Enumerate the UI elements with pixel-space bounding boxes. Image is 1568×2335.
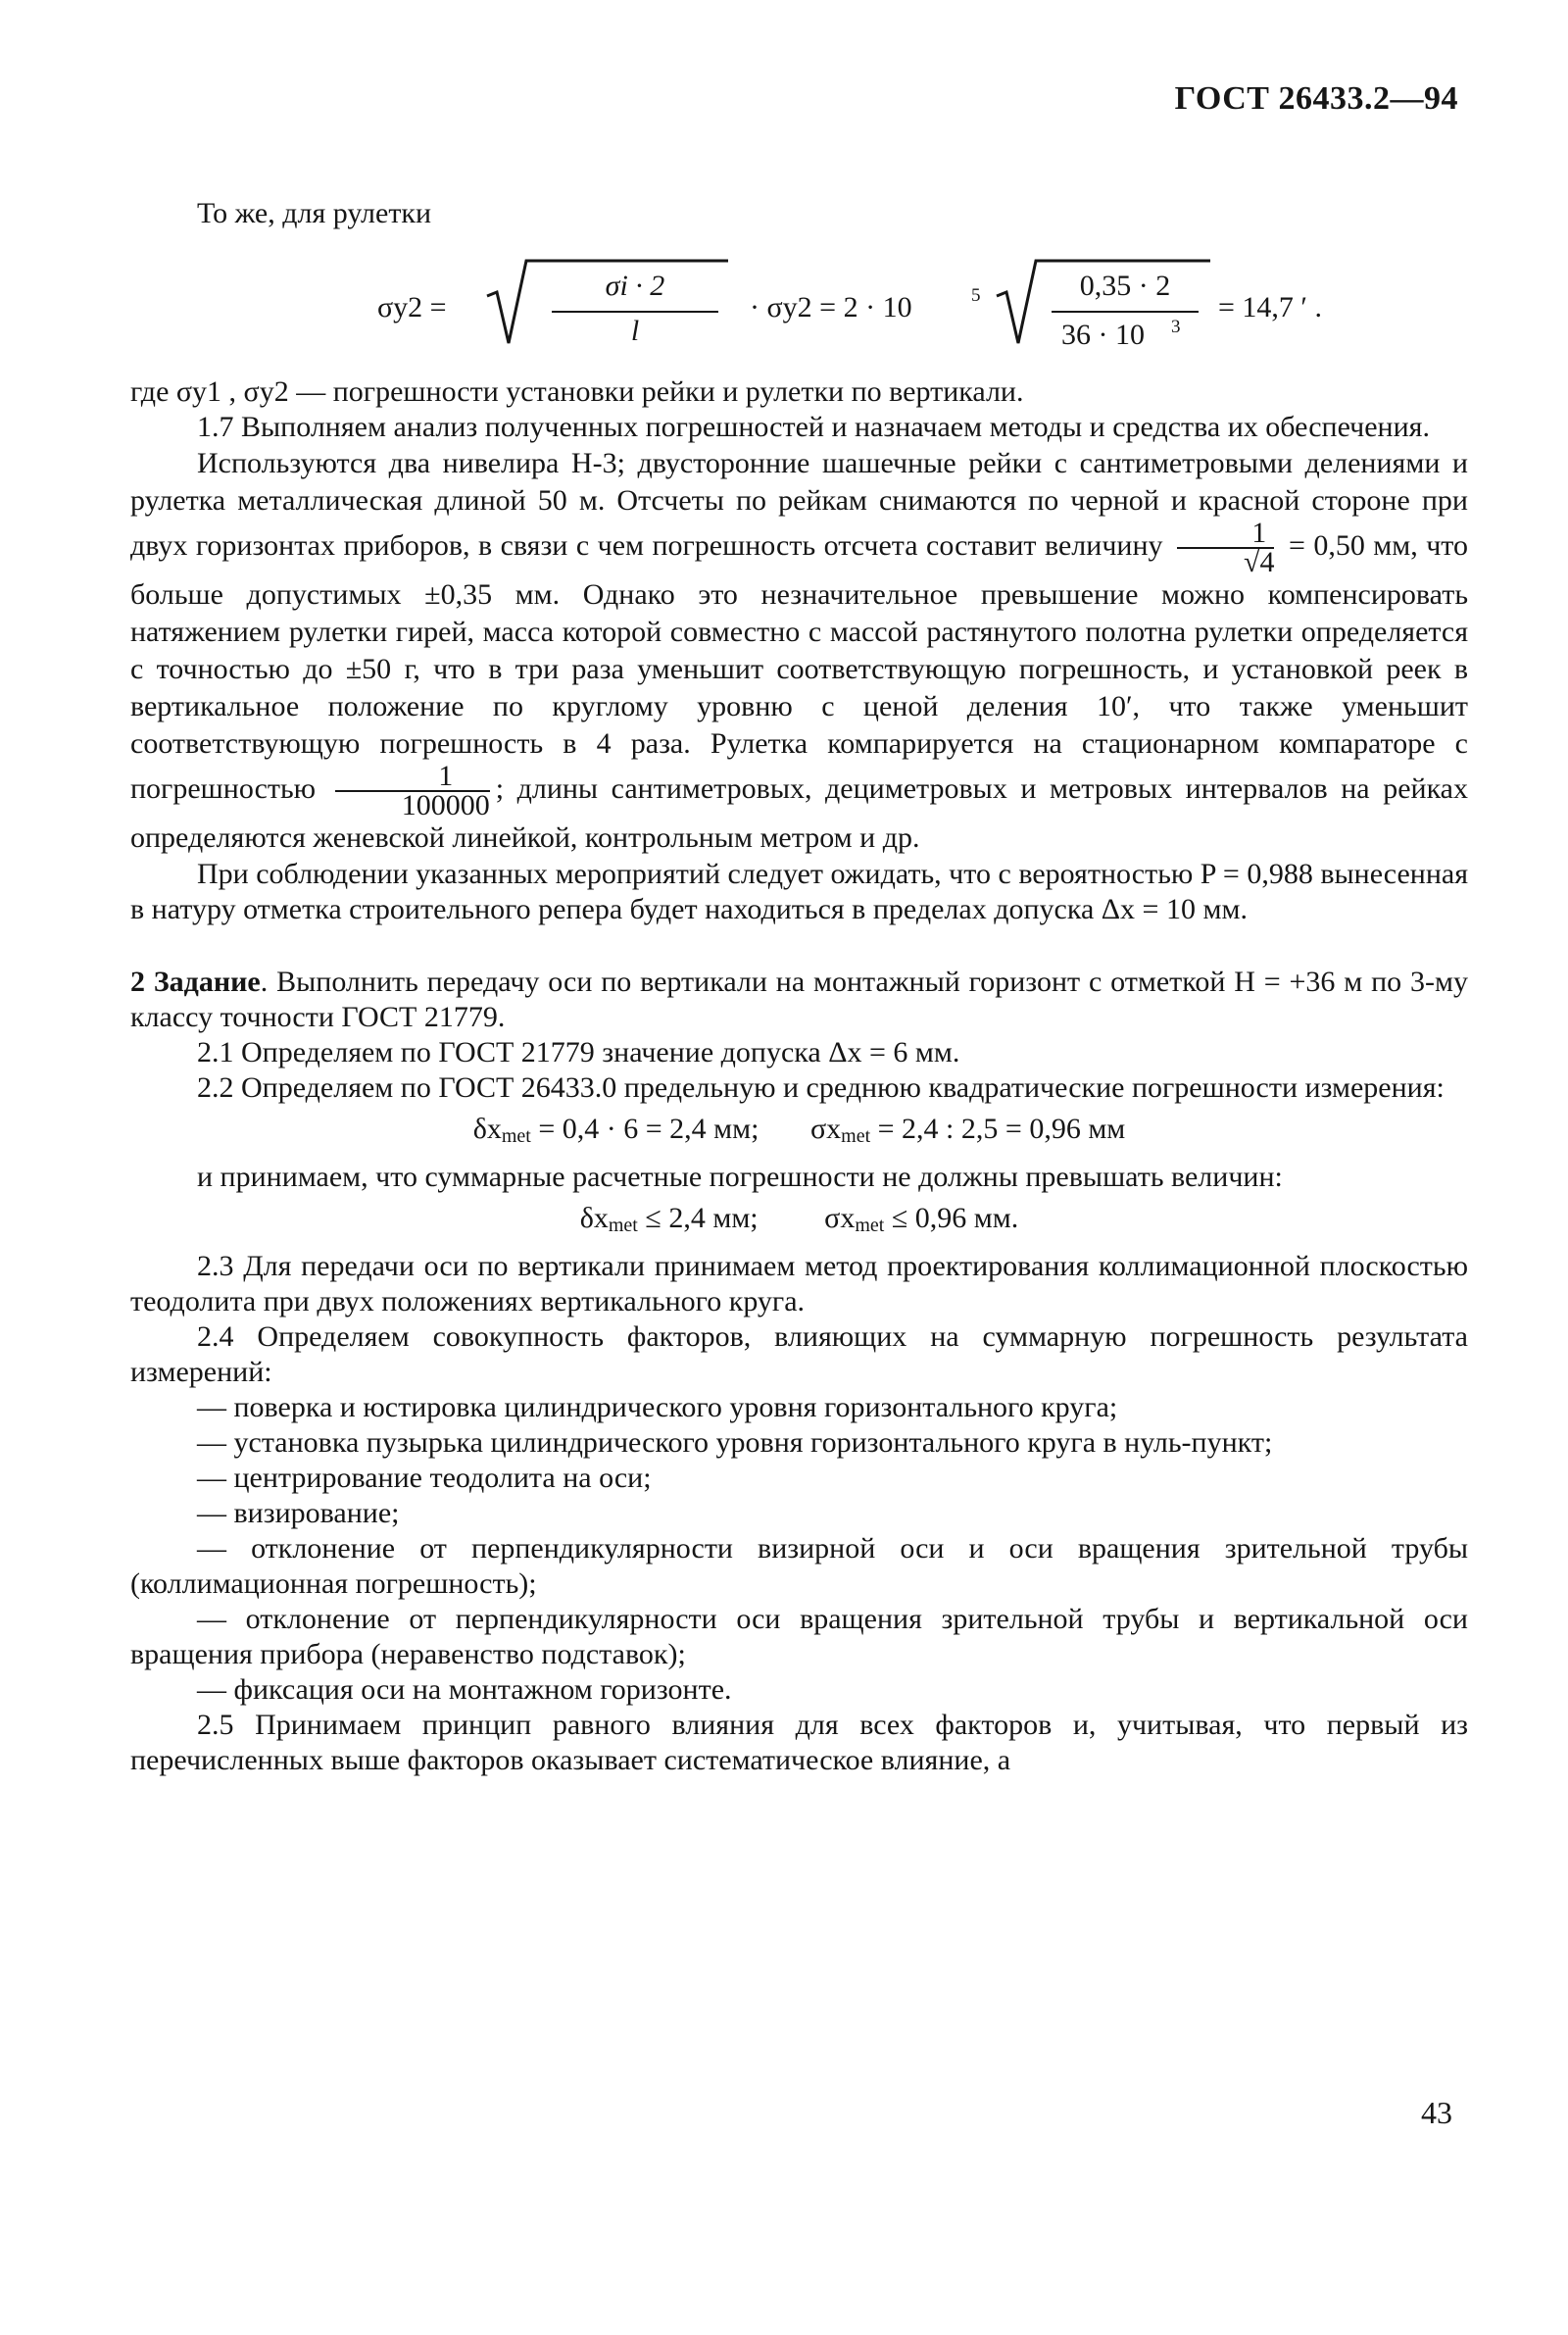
- intro-line: То же, для рулетки: [197, 197, 432, 229]
- page-number: 43: [1421, 2095, 1452, 2130]
- formula1-result: = 14,7 ′ .: [1218, 291, 1322, 323]
- formula-3: $\delta x_{met} \le 2,4$ мм; $\sigma x_{met} \le 0,96$ мм.: [579, 1202, 1019, 1236]
- paragraph-observance: При соблюдении указанных мероприятий следует ожидать, что с вероятностью P = 0,988 вынесенная в натуру отметка строительного репера будет находиться в пределах допуска Δx = 10 мм.: [130, 858, 1468, 925]
- task-2-label: 2 Задание: [130, 966, 261, 998]
- paragraph-2-5: 2.5 Принимаем принцип равного влияния для всех факторов и, учитывая, что первый из перечисленных выше факторов оказывает систематическое влияние, а: [130, 1709, 1468, 1776]
- where-line: где σy1 , σy2 — погрешности установки рейки и рулетки по вертикали.: [130, 375, 1024, 408]
- formula1-num: σi · 2: [605, 270, 665, 302]
- formula1-den2: 36 · 10: [1061, 319, 1145, 351]
- formula1-num2: 0,35 · 2: [1079, 270, 1171, 302]
- formula1-exp1: 5: [971, 285, 981, 306]
- formula1-lhs: σy2 =: [377, 291, 447, 323]
- fraction-1-over-root4: $\frac{1}{√4}$: [1177, 520, 1274, 576]
- factor-item: — поверка и юстировка цилиндрического уровня горизонтального круга;: [197, 1391, 1118, 1423]
- task-2: [130, 965, 1468, 1035]
- formula-2: $\delta x_{met} = 0,4 \cdot 6 = 2,4$ мм; $\sigma x_{met} = 2,4$ : 2,5 = 0,96 мм: [472, 1113, 1126, 1147]
- factor-item: — отклонение от перпендикулярности визирной оси и оси вращения зрительной трубы (коллимационная погрешность);: [130, 1532, 1468, 1600]
- formula1-mid: · σy2 = 2 · 10: [750, 291, 912, 323]
- fraction-1-over-100000: $\frac{1}{100000}$: [335, 763, 490, 820]
- formula-sigma-y2: [130, 253, 1468, 361]
- paragraph-2-1: 2.1 Определяем по ГОСТ 21779 значение допуска Δx = 6 мм.: [197, 1036, 960, 1068]
- factor-item: — центрирование теодолита на оси;: [197, 1462, 652, 1494]
- factor-item: — фиксация оси на монтажном горизонте.: [197, 1673, 732, 1706]
- factor-item: — визирование;: [197, 1497, 400, 1529]
- factor-item: — установка пузырька цилиндрического уровня горизонтального круга в нуль-пункт;: [197, 1426, 1273, 1459]
- document-body: [130, 196, 1468, 1778]
- paragraph-2-2: 2.2 Определяем по ГОСТ 26433.0 предельную и среднюю квадратические погрешности измерения:: [197, 1071, 1445, 1104]
- formula1-den: l: [630, 315, 640, 347]
- factor-item: — отклонение от перпендикулярности оси вращения зрительной трубы и вертикальной оси вращения прибора (неравенство подставок);: [130, 1603, 1468, 1670]
- task-2-text: . Выполнить передачу оси по вертикали на монтажный горизонт с отметкой H = +36 м по 3-му классу точности ГОСТ 21779.: [130, 966, 1468, 1033]
- document-header: ГОСТ 26433.2—94: [1174, 80, 1458, 117]
- paragraph-used: Используются два нивелира Н-3; двусторонние шашечные рейки с сантиметровыми делениями и рулетка металлическая длиной 50 м. Отсчеты по рейкам снимаются по черной и красной стороне при двух горизонтах приборов, в связи с чем погрешность отсчета составит величину $\frac{1}{√4}$ = 0,50 мм, что больше допустимых ±0,35 мм. Однако это незначительное превышение можно компенсировать натяжением рулетки гирей, масса которой совместно с массой растянутого полотна рулетки определяется с точностью до ±50 г, что в три раза уменьшит соответствующую погрешность, и установкой реек в вертикальное положение по круглому уровню с ценой деления 10′, что также уменьшит соответствующую погрешность в 4 раза. Рулетка компарируется на стационарном компараторе с погрешностью $\frac{1}{100000}$ ; длины сантиметровых, дециметровых и метровых интервалов на рейках определяются женевской линейкой, контрольным метром и др.: [130, 447, 1469, 854]
- formula1-exp2: 3: [1171, 317, 1181, 337]
- paragraph-1-7: 1.7 Выполняем анализ полученных погрешностей и назначаем методы и средства их обеспечения.: [197, 411, 1430, 443]
- paragraph-2-4: 2.4 Определяем совокупность факторов, влияющих на суммарную погрешность результата измерений:: [130, 1320, 1468, 1388]
- paragraph-2-3: 2.3 Для передачи оси по вертикали принимаем метод проектирования коллимационной плоскостью теодолита при двух положениях вертикального круга.: [130, 1250, 1468, 1317]
- paragraph-accept: и принимаем, что суммарные расчетные погрешности не должны превышать величин:: [197, 1161, 1283, 1193]
